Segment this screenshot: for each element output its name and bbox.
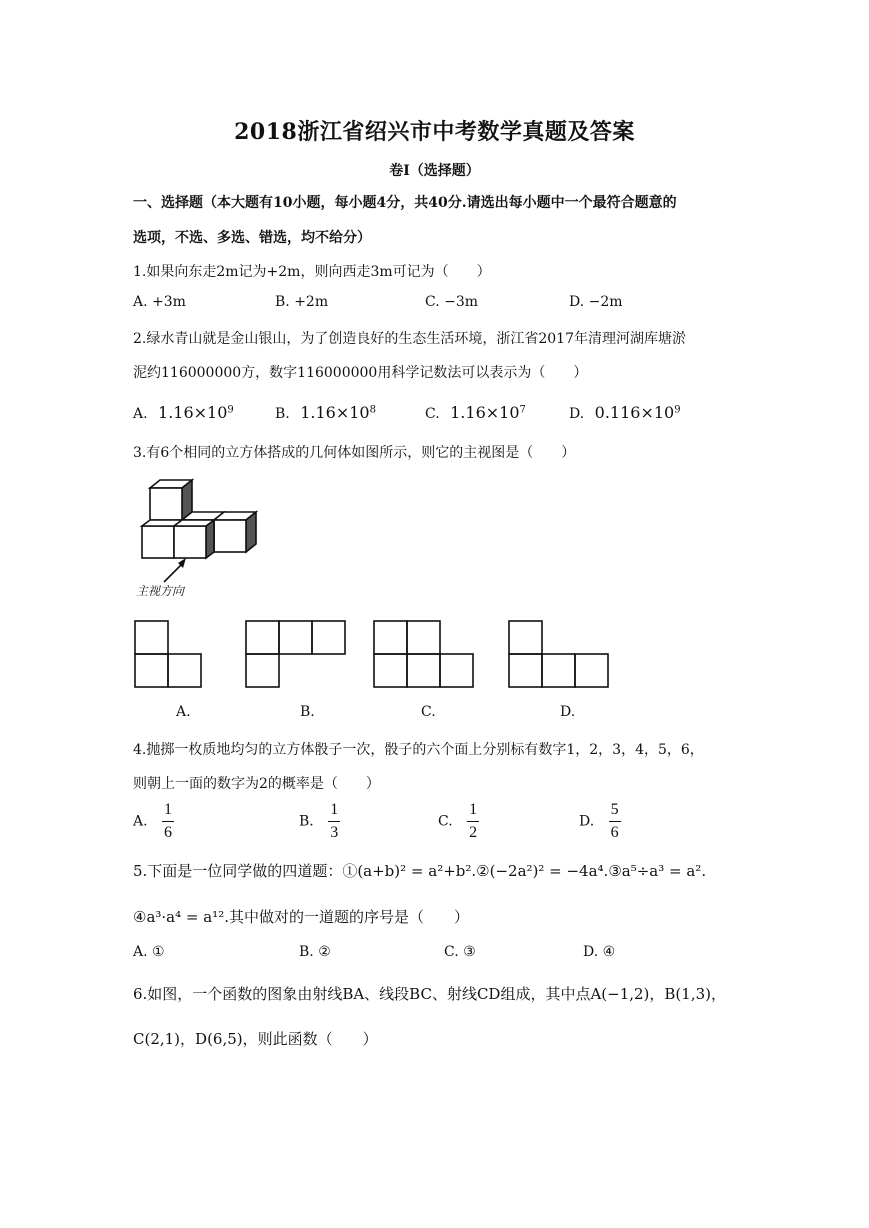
q4-option-d-fraction — [609, 802, 621, 841]
q1-option-a: A. +3m — [133, 294, 186, 310]
q3-option-a-figure — [134, 620, 204, 688]
q4-option-d — [579, 802, 621, 841]
denominator: 6 — [610, 824, 619, 841]
q3-figure-caption: 主视方向 — [136, 584, 185, 598]
q2-option-c-label: C. — [425, 406, 440, 422]
q5-stem-line2: ④a³·a⁴ = a¹².其中做对的一道题的序号是（ ） — [133, 908, 469, 926]
q3-option-c-label: C. — [421, 704, 436, 720]
q2-option-a-label: A. — [133, 406, 148, 422]
numerator: 1 — [162, 802, 174, 822]
denominator: 3 — [330, 824, 339, 841]
q5-stem-line1: 5.下面是一位同学做的四道题：①(a+b)² = a²+b².②(−2a²)² = −4a⁴.③a⁵÷a³ = a². — [133, 862, 707, 880]
numerator: 1 — [467, 802, 479, 822]
q1-option-d: D. −2m — [569, 294, 623, 310]
q2-option-d — [569, 403, 681, 422]
q5-option-b: B. ② — [299, 944, 331, 960]
q2-option-c-exponent: 7 — [519, 404, 526, 416]
q2-option-d-exponent: 9 — [674, 404, 681, 416]
q2-option-b-mantissa: 1.16×10 — [300, 403, 370, 422]
q2-option-d-mantissa: 0.116×10 — [594, 403, 675, 422]
page-title: 2018浙江省绍兴市中考数学真题及答案 — [234, 119, 635, 145]
q2-option-b-label: B. — [275, 406, 290, 422]
q1-option-b: B. +2m — [275, 294, 329, 310]
q3-option-b-label: B. — [300, 704, 315, 720]
q2-option-c-mantissa: 1.16×10 — [450, 403, 520, 422]
q4-option-c-label: C. — [438, 813, 453, 830]
q4-option-a — [133, 802, 174, 841]
q2-option-a — [133, 403, 234, 422]
q6-stem-line1: 6.如图，一个函数的图象由射线BA、线段BC、射线CD组成，其中点A(−1,2)，B(1,3)， — [133, 985, 726, 1003]
numerator: 1 — [328, 802, 340, 822]
q3-option-d-figure — [508, 620, 610, 688]
q5-option-a: A. ① — [133, 944, 165, 960]
q1-stem: 1.如果向东走2m记为+2m，则向西走3m可记为（ ） — [133, 264, 491, 280]
q1-option-c: C. −3m — [425, 294, 479, 310]
q4-option-c-fraction — [467, 802, 479, 841]
numerator: 5 — [609, 802, 621, 822]
q5-option-d: D. ④ — [583, 944, 616, 960]
q3-option-a-label: A. — [176, 704, 191, 720]
denominator: 6 — [164, 824, 173, 841]
q2-stem-line2: 泥约116000000方，数字116000000用科学记数法可以表示为（ ） — [133, 365, 588, 381]
volume-heading: 卷Ⅰ（选择题） — [389, 163, 480, 179]
denominator: 2 — [469, 824, 478, 841]
q3-option-b-figure — [245, 620, 347, 688]
q3-stem: 3.有6个相同的立方体搭成的几何体如图所示，则它的主视图是（ ） — [133, 445, 576, 461]
q2-option-a-mantissa: 1.16×10 — [158, 403, 228, 422]
q2-option-d-label: D. — [569, 406, 585, 422]
section-heading-line2: 选项，不选、多选、错选，均不给分） — [133, 230, 371, 246]
q2-option-a-exponent: 9 — [227, 404, 234, 416]
q4-option-a-fraction — [162, 802, 174, 841]
q5-option-c: C. ③ — [444, 944, 476, 960]
q4-option-d-label: D. — [579, 813, 595, 830]
q3-option-c-figure — [373, 620, 475, 688]
q2-option-b — [275, 403, 376, 422]
section-heading-line1: 一、选择题（本大题有10小题，每小题4分，共40分.请选出每小题中一个最符合题意的 — [133, 195, 677, 211]
q2-option-c — [425, 403, 526, 422]
q4-option-c — [438, 802, 479, 841]
q4-option-b-fraction — [328, 802, 340, 841]
q4-option-b-label: B. — [299, 813, 314, 830]
q4-stem-line1: 4.抛掷一枚质地均匀的立方体骰子一次，骰子的六个面上分别标有数字1，2，3，4，5，6， — [133, 742, 704, 758]
q4-stem-line2: 则朝上一面的数字为2的概率是（ ） — [133, 776, 380, 792]
q2-stem-line1: 2.绿水青山就是金山银山，为了创造良好的生态生活环境，浙江省2017年清理河湖库塘淤 — [133, 331, 686, 347]
q6-stem-line2: C(2,1)，D(6,5)，则此函数（ ） — [133, 1030, 378, 1048]
q3-option-d-label: D. — [560, 704, 576, 720]
q4-option-b — [299, 802, 340, 841]
q4-option-a-label: A. — [133, 813, 148, 830]
q2-option-b-exponent: 8 — [369, 404, 376, 416]
q3-isometric-figure — [130, 478, 270, 588]
